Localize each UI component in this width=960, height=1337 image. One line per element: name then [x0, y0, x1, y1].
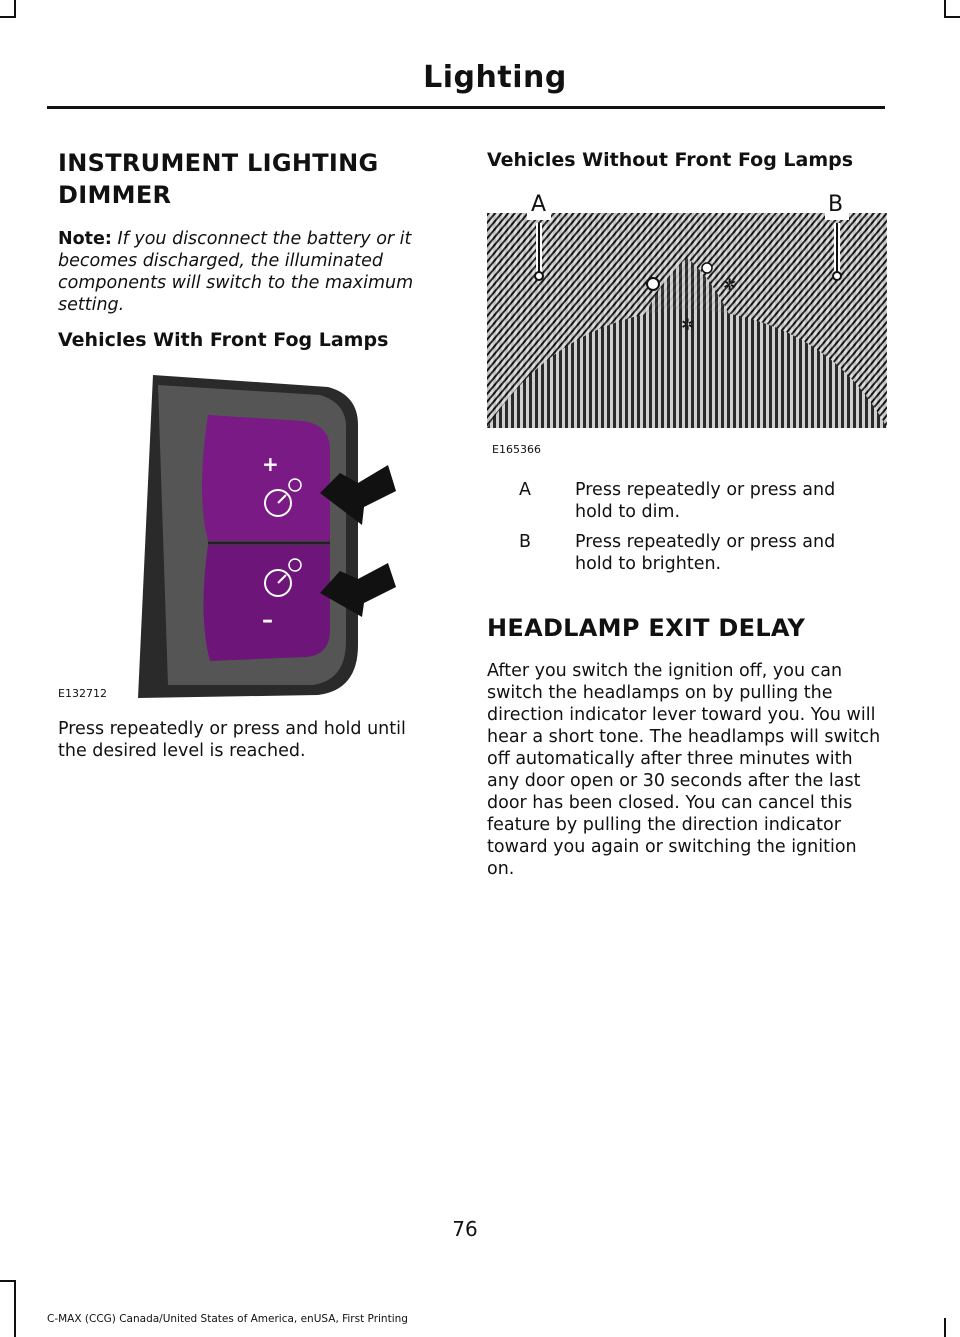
svg-text:✲: ✲ — [681, 315, 695, 334]
crop-mark — [944, 16, 960, 18]
subheading-without-fog: Vehicles Without Front Fog Lamps — [487, 149, 854, 171]
subheading-with-fog: Vehicles With Front Fog Lamps — [58, 329, 389, 351]
figure-dimmer-switch — [58, 365, 438, 703]
section-heading-line1: INSTRUMENT LIGHTING — [58, 149, 379, 177]
body-text-left: Press repeatedly or press and hold until the desired level is reached. — [58, 719, 406, 761]
callout-text: Press repeatedly or press and hold to brighten. — [575, 532, 836, 574]
note-paragraph — [58, 228, 436, 316]
crop-mark — [944, 1318, 946, 1337]
crop-mark — [0, 16, 16, 18]
svg-text:–: – — [262, 608, 273, 633]
footer-text: C-MAX (CCG) Canada/United States of America, enUSA, First Printing — [47, 1313, 408, 1325]
figure-id-left: E132712 — [58, 687, 107, 700]
note-label: Note: — [58, 229, 112, 249]
dimmer-switch-illustration — [58, 365, 438, 703]
svg-text:+: + — [262, 452, 279, 476]
section-heading-line2: DIMMER — [58, 181, 172, 209]
page-number: 76 — [452, 1217, 478, 1241]
crop-mark — [0, 1280, 16, 1282]
callout-row — [487, 479, 887, 529]
body-text-right: After you switch the ignition off, you can switch the headlamps on by pulling the direction indicator lever toward you. You will hear a short tone. The headlamps will switch off automatically after three minutes with any door open or 30 seconds after the last door has been closed. You can cancel this feature by pulling the direction indicator toward you again or switching the ignition on. — [487, 661, 881, 879]
figure-id-right: E165366 — [492, 443, 541, 456]
callout-row — [487, 531, 887, 581]
figure-dashboard — [487, 192, 887, 463]
note-text: If you disconnect the battery or it becomes discharged, the illuminated components will switch to the maximum setting. — [58, 229, 414, 315]
callout-letter: B — [519, 532, 532, 552]
callout-letter: A — [519, 480, 531, 500]
section-heading-exit-delay: HEADLAMP EXIT DELAY — [487, 614, 806, 642]
svg-text:✲: ✲ — [723, 275, 737, 294]
header-rule — [47, 106, 885, 109]
dashboard-illustration — [487, 198, 887, 463]
callout-label-a: A — [531, 192, 547, 217]
page-header-title: Lighting — [423, 60, 567, 95]
crop-mark — [14, 1280, 16, 1337]
callout-label-b: B — [828, 192, 844, 217]
callout-text: Press repeatedly or press and hold to dim. — [575, 480, 836, 522]
